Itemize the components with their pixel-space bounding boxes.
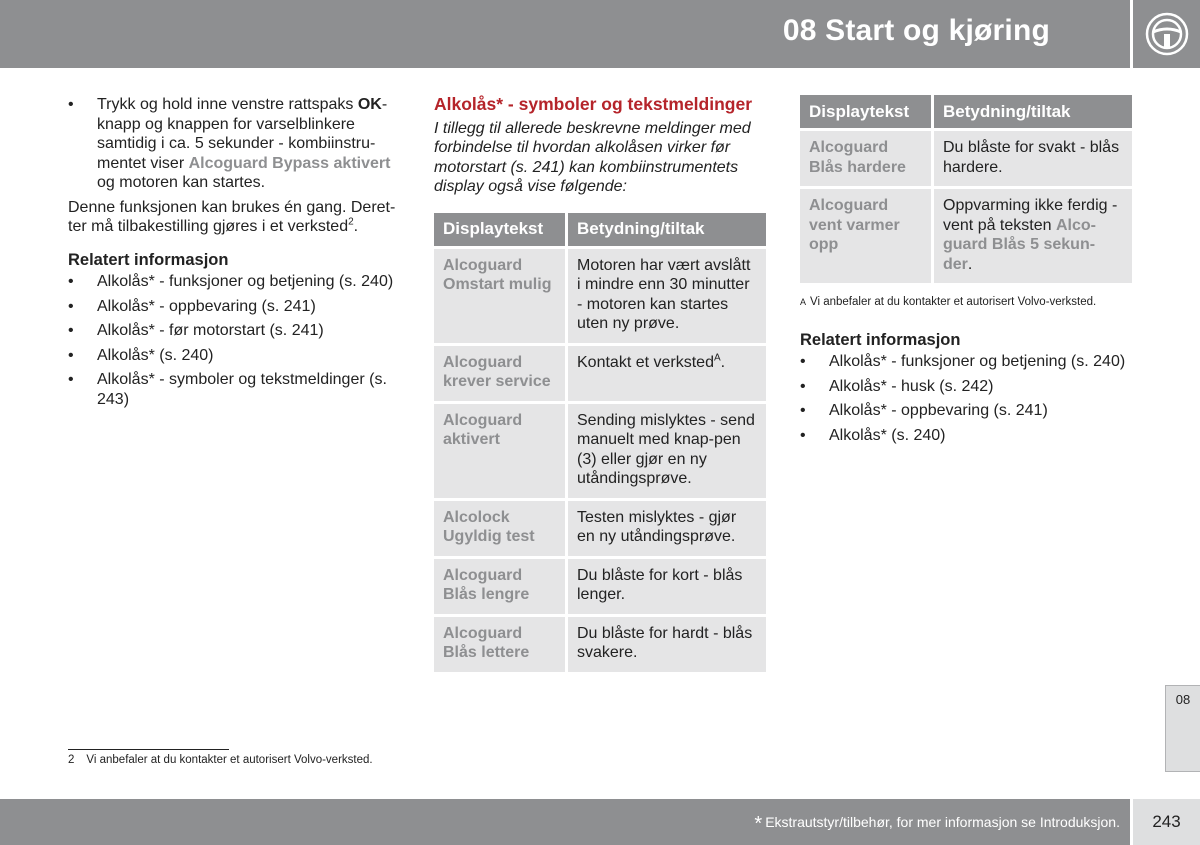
footer-note — [754, 813, 1120, 836]
messages-table — [434, 213, 766, 672]
footer-note-text: Ekstrautstyr/tilbehør, for mer informasjon se Introduksjon. — [765, 814, 1120, 830]
table-row — [434, 246, 766, 343]
table-header-row — [434, 213, 766, 246]
instruction-text: -knapp og knappen for varselblinkere samtidig i ca. 5 sekunder - kombiinstru-mentet viser — [97, 96, 388, 172]
display-text-cell: Alcoguard Blås lengre — [434, 556, 565, 614]
related-list — [800, 352, 1132, 445]
column-header-display: Displaytekst — [434, 213, 565, 246]
footer-bar — [0, 799, 1130, 845]
column-header-meaning: Betydning/tiltak — [565, 213, 766, 246]
meaning-cell: Du blåste for kort - blås lenger. — [565, 556, 766, 614]
related-list — [68, 272, 400, 409]
related-link[interactable]: • Alkolås* - før motorstart (s. 241) — [68, 321, 400, 341]
related-heading: Relatert informasjon — [68, 250, 229, 269]
meaning-text: . — [967, 255, 973, 273]
table-row — [434, 401, 766, 498]
meaning-cell — [931, 186, 1132, 283]
paragraph-text: . — [353, 218, 359, 235]
column-left — [68, 95, 400, 414]
related-link[interactable]: • Alkolås* - symboler og tekstmeldinger (s. 243) — [68, 370, 400, 409]
meaning-text: Kontakt et verksted — [577, 353, 714, 371]
steering-wheel-icon — [1145, 12, 1189, 56]
footnote-number: 2 — [68, 754, 75, 766]
table-row — [434, 614, 766, 672]
footnote-mark: A — [800, 297, 807, 307]
display-text-cell: Alcoguard Omstart mulig — [434, 246, 565, 343]
display-text-cell: Alcoguard krever service — [434, 343, 565, 401]
meaning-cell — [565, 343, 766, 401]
related-link[interactable]: • Alkolås* - funksjoner og betjening (s. 240) — [68, 272, 400, 292]
instruction-item — [68, 95, 400, 193]
section-heading: Alkolås* - symboler og tekstmeldinger — [434, 94, 753, 114]
meaning-cell: Testen mislyktes - gjør en ny utåndingsprøve. — [565, 498, 766, 556]
page-footnote — [68, 754, 373, 766]
display-text-cell: Alcoguard Blås lettere — [434, 614, 565, 672]
meaning-text: Oppvarming ikke ferdig - vent på teksten — [943, 197, 1118, 234]
paragraph — [68, 198, 400, 237]
display-text-cell: Alcoguard Blås hardere — [800, 128, 931, 186]
asterisk-mark: * — [754, 813, 763, 835]
display-text-cell: Alcolock Ugyldig test — [434, 498, 565, 556]
footnote-text: Vi anbefaler at du kontakter et autorisert Volvo-verksted. — [810, 296, 1097, 308]
table-row — [800, 128, 1132, 186]
column-middle — [434, 95, 766, 672]
paragraph-text: Denne funksjonen kan brukes én gang. Deret-ter må tilbakestilling gjøres i et verksted — [68, 198, 396, 235]
related-link[interactable]: • Alkolås* - oppbevaring (s. 241) — [68, 297, 400, 317]
related-link[interactable]: • Alkolås* - oppbevaring (s. 241) — [800, 401, 1132, 421]
chapter-tab[interactable] — [1165, 685, 1200, 772]
instruction-list — [68, 95, 400, 193]
related-link[interactable]: • Alkolås* (s. 240) — [68, 346, 400, 366]
table-row — [434, 498, 766, 556]
table-row — [800, 186, 1132, 283]
chapter-icon-box — [1133, 0, 1200, 68]
instruction-text: Trykk og hold inne venstre rattspaks — [97, 96, 358, 113]
section-intro: I tillegg til allerede beskrevne meldinger med forbindelse til hvordan alkolåsen virker før motorstart (s. 241) kan kombiinstrumentets display også vise følgende: — [434, 119, 751, 195]
display-text-ref: Alco-guard Blås 5 sekun-der — [943, 216, 1096, 273]
table-header-row — [800, 95, 1132, 128]
table-row — [434, 556, 766, 614]
header-bar — [0, 0, 1130, 68]
meaning-cell: Sending mislyktes - send manuelt med knap-pen (3) eller gjør en ny utåndingsprøve. — [565, 401, 766, 498]
column-header-meaning: Betydning/tiltak — [931, 95, 1132, 128]
footnote-divider — [68, 749, 229, 750]
display-text-cell: Alcoguard aktivert — [434, 401, 565, 498]
chapter-title: 08 Start og kjøring — [782, 14, 1050, 47]
related-heading: Relatert informasjon — [800, 330, 961, 349]
column-right — [800, 95, 1132, 450]
meaning-cell: Du blåste for hardt - blås svakere. — [565, 614, 766, 672]
meaning-cell: Du blåste for svakt - blås hardere. — [931, 128, 1132, 186]
meaning-text: . — [720, 353, 726, 371]
related-link[interactable]: • Alkolås* (s. 240) — [800, 426, 1132, 446]
display-text-ref: Alcoguard Bypass aktivert — [188, 154, 391, 172]
page-number: 243 — [1133, 799, 1200, 845]
ok-button-label: OK — [357, 96, 382, 113]
table-footnote — [800, 293, 1132, 313]
meaning-cell: Motoren har vært avslått i mindre enn 30 minutter - motoren kan startes uten ny prøve. — [565, 246, 766, 343]
chapter-tab-label: 08 — [1175, 692, 1191, 707]
related-link[interactable]: • Alkolås* - funksjoner og betjening (s. 240) — [800, 352, 1132, 372]
related-link[interactable]: • Alkolås* - husk (s. 242) — [800, 377, 1132, 397]
footnote-text: Vi anbefaler at du kontakter et autorisert Volvo-verksted. — [86, 754, 373, 766]
messages-table-continued — [800, 95, 1132, 283]
display-text-cell: Alcoguard vent varmer opp — [800, 186, 931, 283]
footnote-ref: A — [713, 352, 721, 364]
column-header-display: Displaytekst — [800, 95, 931, 128]
table-row — [434, 343, 766, 401]
instruction-text: og motoren kan startes. — [97, 174, 266, 191]
footnote-ref: 2 — [348, 216, 354, 228]
